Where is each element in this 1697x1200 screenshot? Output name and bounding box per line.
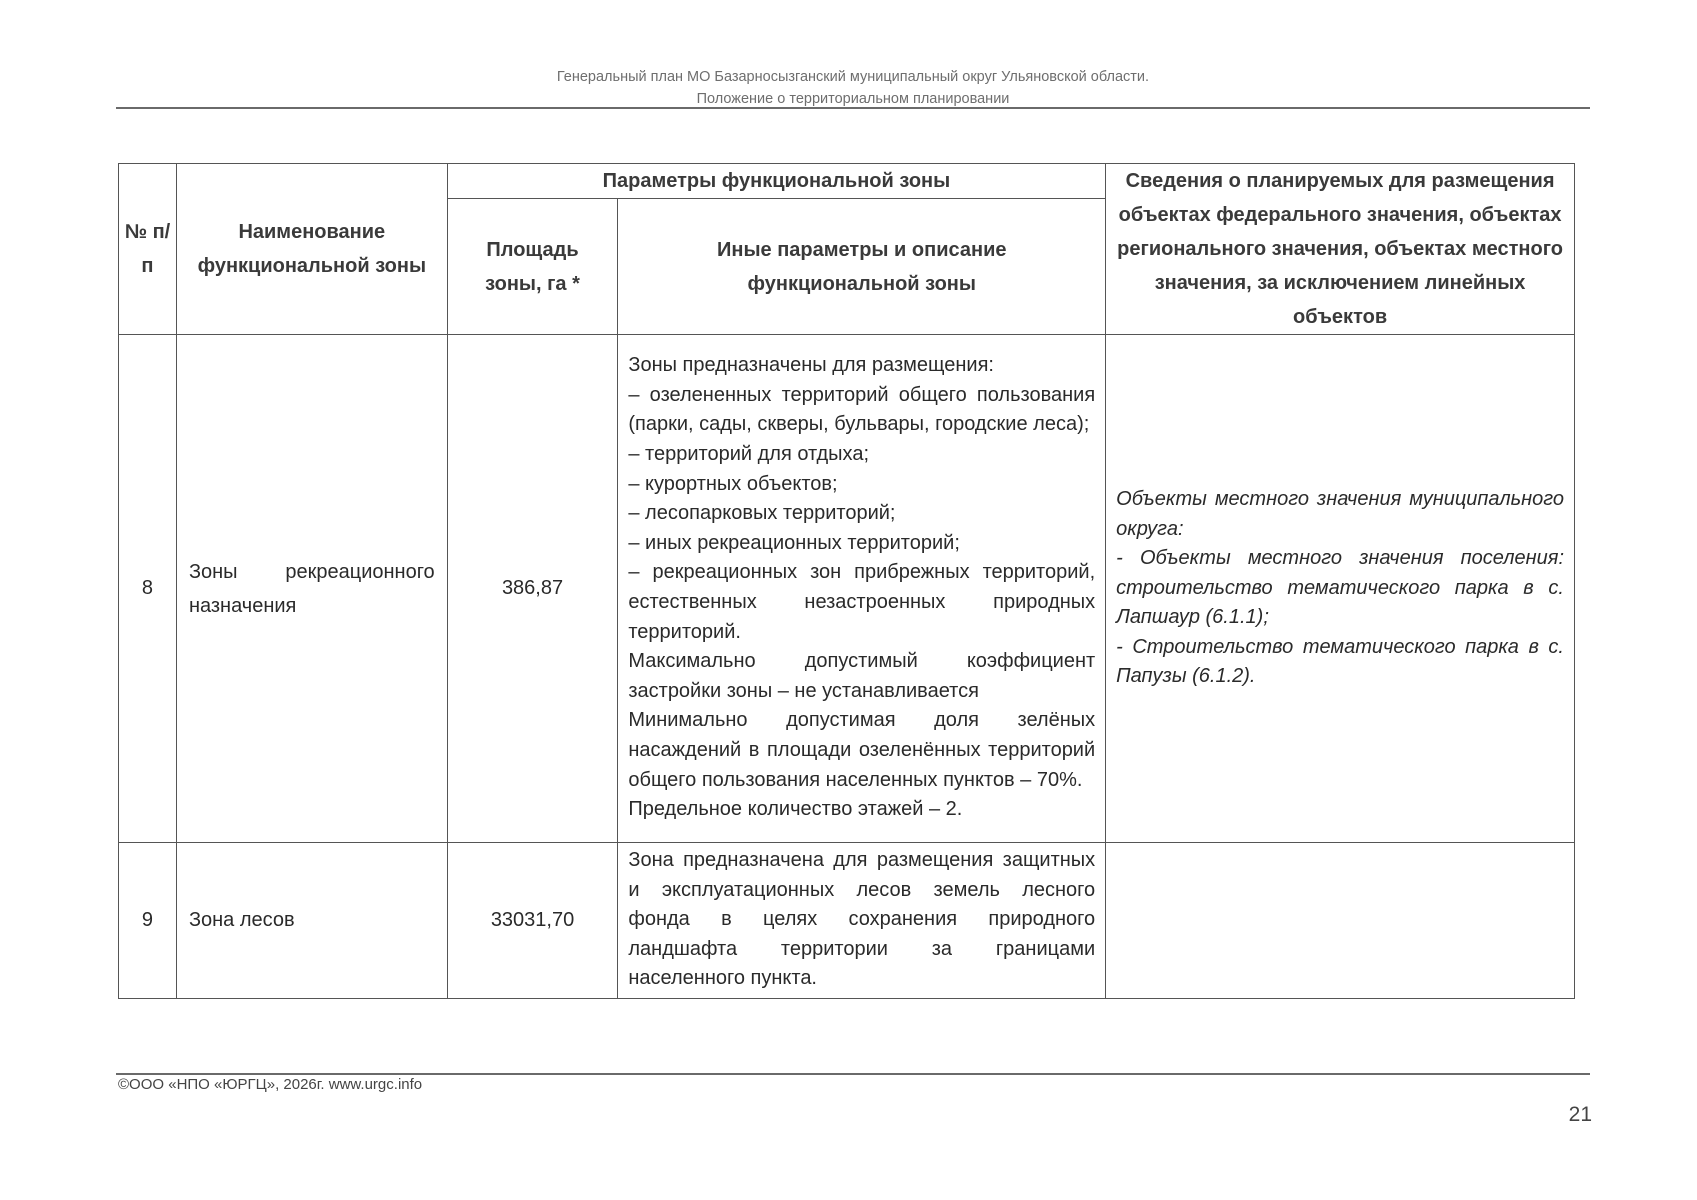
- zone-area: 386,87: [447, 335, 618, 843]
- column-header-other-parameters: Иные параметры и описание функциональной зоны: [618, 199, 1106, 335]
- column-header-planned-objects: Сведения о планируемых для размещения объектах федерального значения, объектах регионального значения, объектах местного значения, за исключением линейных объектов: [1106, 164, 1575, 335]
- table-row: [119, 335, 1575, 843]
- document-subtitle: Положение о территориальном планировании: [696, 91, 1010, 107]
- footer-divider: [116, 1073, 1590, 1075]
- table-header-row: [119, 164, 1575, 199]
- column-header-zone-name: Наименование функциональной зоны: [176, 164, 447, 335]
- column-header-number: № п/п: [119, 164, 177, 335]
- description-line: Минимально допустимая доля зелёных насаждений в площади озеленённых территорий общего пользования населенных пунктов – 70%.: [628, 709, 1096, 791]
- zone-name: Зоны рекреационного назначения: [176, 335, 447, 843]
- description-line: Зоны предназначены для размещения:: [628, 354, 994, 377]
- description-line: Предельное количество этажей – 2.: [628, 798, 963, 821]
- planned-objects: [1106, 843, 1575, 999]
- description-line: Максимально допустимый коэффициент застройки зоны – не устанавливается: [628, 650, 1096, 702]
- row-number: 8: [119, 335, 177, 843]
- description-line: – территорий для отдыха;: [628, 443, 870, 466]
- description-line: – озелененных территорий общего пользования (парки, сады, скверы, бульвары, городские леса);: [628, 383, 1096, 436]
- functional-zones-table: [118, 163, 1575, 999]
- objects-line: Объекты местного значения муниципального округа:: [1116, 487, 1564, 540]
- document-header: [116, 66, 1590, 110]
- zone-description: [618, 843, 1106, 999]
- document-title: Генеральный план МО Базарносызганский муниципальный округ Ульяновской области.: [556, 69, 1150, 85]
- page-number: 21: [1568, 1103, 1592, 1126]
- planned-objects: [1106, 335, 1575, 843]
- description-line: – рекреационных зон прибрежных территорий, естественных незастроенных природных территорий.: [628, 561, 1096, 643]
- column-group-zone-parameters: Параметры функциональной зоны: [447, 164, 1105, 199]
- header-divider: [116, 107, 1590, 109]
- zone-area: 33031,70: [447, 843, 618, 999]
- copyright-text: ©ООО «НПО «ЮРГЦ», 2026г. www.urgc.info: [118, 1076, 423, 1093]
- description-line: – курортных объектов;: [628, 472, 838, 495]
- zone-description: [618, 335, 1106, 843]
- table-row: [119, 843, 1575, 999]
- description-line: – иных рекреационных территорий;: [628, 531, 960, 554]
- objects-line: - Объекты местного значения поселения: строительство тематического парка в с. Лапшаур (6.1.1);: [1116, 547, 1564, 629]
- row-number: 9: [119, 843, 177, 999]
- description-line: Зона предназначена для размещения защитных и эксплуатационных лесов земель лесного фонда в целях сохранения природного ландшафта территории за границами населенного пункта.: [628, 849, 1096, 990]
- zone-name: Зона лесов: [176, 843, 447, 999]
- column-header-area: Площадь зоны, га *: [447, 199, 618, 335]
- objects-line: - Строительство тематического парка в с. Папузы (6.1.2).: [1116, 635, 1564, 688]
- description-line: – лесопарковых территорий;: [628, 502, 896, 525]
